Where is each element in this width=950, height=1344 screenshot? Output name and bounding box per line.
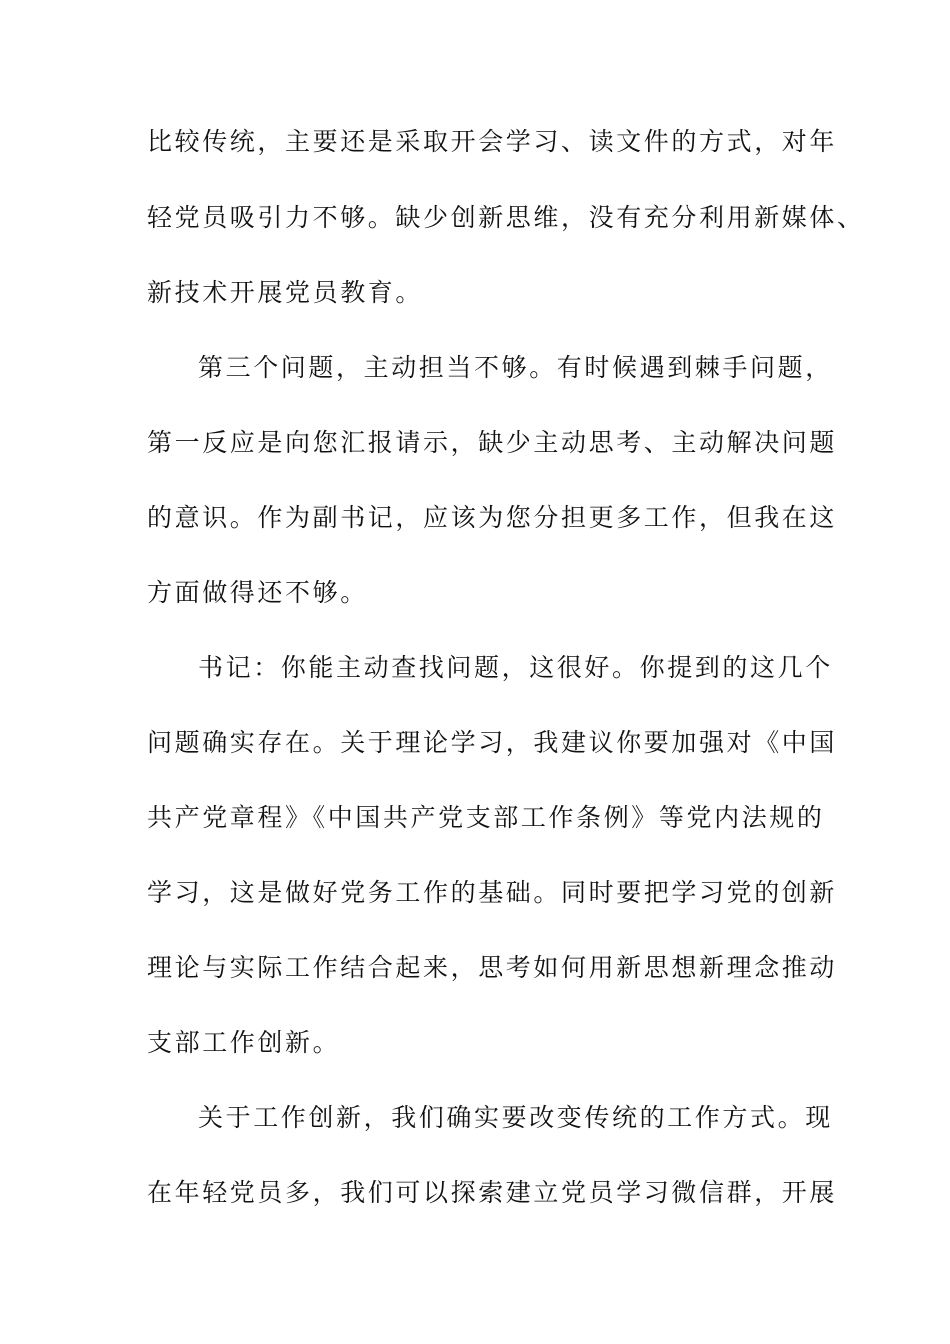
paragraph-first-line: 书记：你能主动查找问题，这很好。你提到的这几个 bbox=[198, 653, 833, 682]
text-line: 支部工作创新。 bbox=[147, 1028, 341, 1057]
text-line: 问题确实存在。关于理论学习，我建议你要加强对《中国 bbox=[147, 728, 838, 757]
text-line: 共产党章程》《中国共产党支部工作条例》等党内法规的 bbox=[147, 803, 825, 832]
text-line: 方面做得还不够。 bbox=[147, 578, 368, 607]
text-line: 比较传统，主要还是采取开会学习、读文件的方式，对年 bbox=[147, 127, 838, 156]
text-line: 新技术开展党员教育。 bbox=[147, 278, 424, 307]
paragraph-first-line: 关于工作创新，我们确实要改变传统的工作方式。现 bbox=[198, 1103, 833, 1132]
text-line: 学习，这是做好党务工作的基础。同时要把学习党的创新 bbox=[147, 878, 838, 907]
text-line: 在年轻党员多，我们可以探索建立党员学习微信群，开展 bbox=[147, 1178, 838, 1207]
text-line: 轻党员吸引力不够。缺少创新思维，没有充分利用新媒体、 bbox=[147, 203, 865, 232]
paragraph-first-line: 第三个问题，主动担当不够。有时候遇到棘手问题， bbox=[198, 353, 833, 382]
text-line: 的意识。作为副书记，应该为您分担更多工作，但我在这 bbox=[147, 503, 838, 532]
text-line: 理论与实际工作结合起来，思考如何用新思想新理念推动 bbox=[147, 953, 838, 982]
text-line: 第一反应是向您汇报请示，缺少主动思考、主动解决问题 bbox=[147, 428, 838, 457]
